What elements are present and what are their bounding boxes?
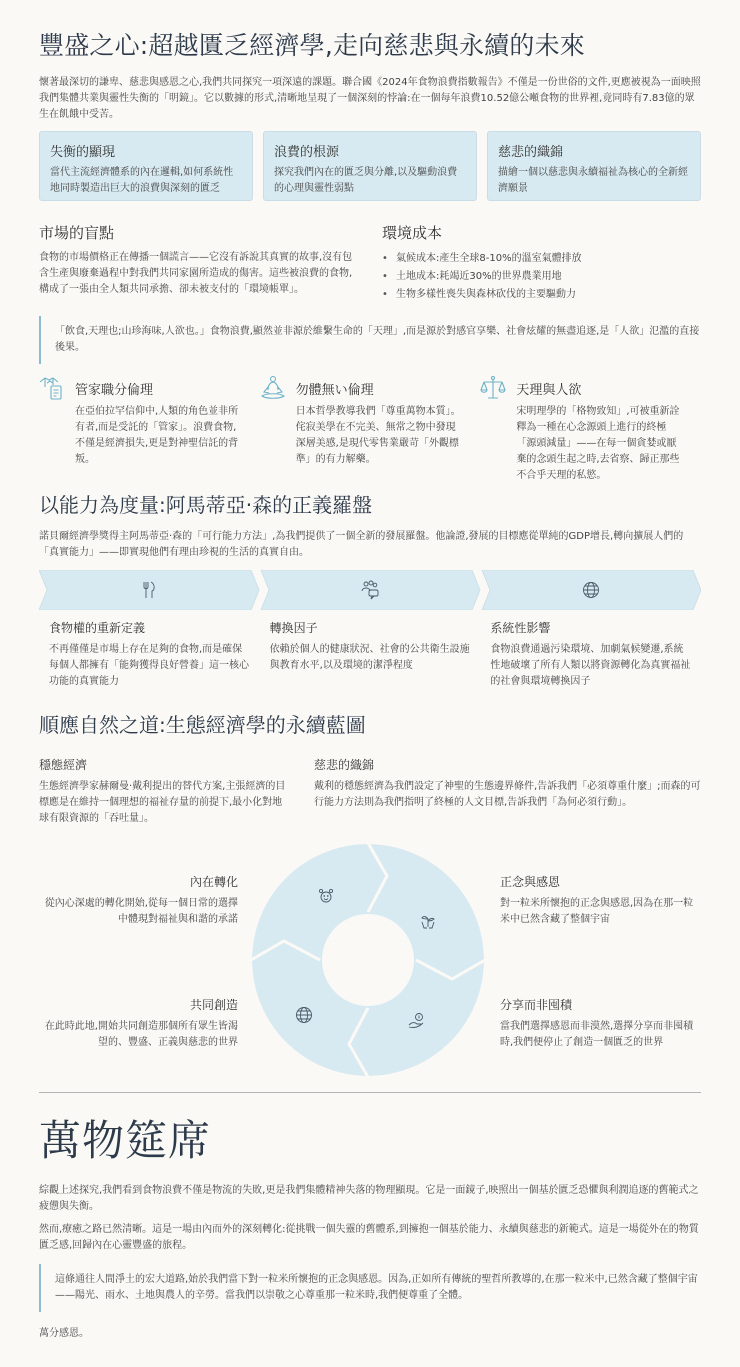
cap-text: 不再僅僅是市場上存在足夠的食物,而是確保每個人都擁有「能夠獲得良好營養」這一核心功能的真實能力 <box>49 644 249 687</box>
theme-cards <box>39 131 701 201</box>
ethic-tianli <box>480 375 701 484</box>
cycle-ring-diagram <box>251 843 485 1077</box>
conclusion-paragraph-1: 綜觀上述探究,我們看到食物浪費不僅是物流的失敗,更是我們集體精神失落的物理顯現。它是一面鏡子,映照出一個基於匱乏恐懼與利潤追逐的舊範式之疲憊與失衡。 <box>39 1185 699 1212</box>
card-title: 浪費的根源 <box>274 145 340 160</box>
handshake-document-icon <box>39 375 65 401</box>
meditation-icon <box>260 375 286 401</box>
cycle-title: 分享而非囤積 <box>500 998 573 1012</box>
conclusion-heading: 萬物筵席 <box>39 1116 212 1165</box>
cycle-text: 從內心深處的轉化開始,從每一個日常的選擇中體現對福祉與和諧的承諾 <box>44 898 238 925</box>
card-text: 描繪一個以慈悲與永續福祉為核心的全新經濟願景 <box>498 167 688 194</box>
intro-paragraph: 懷著最深切的謙卑、慈悲與感恩之心,我們共同探究一項深遠的課題。聯合國《2024年食物浪費指數報告》不僅是一份世俗的文件,更應被視為一面映照我們集體共業與靈性失衡的「明鏡」。它以數據的形式,清晰地呈現了一個深刻的悖論:在一個每年浪費10.52億公噸食物的世界裡,竟同時有7.83億的眾生在飢餓中受苦。 <box>39 77 701 120</box>
cycle-text: 當我們選擇感恩而非漠然,選擇分享而非囤積時,我們便停止了創造一個匱乏的世界 <box>500 1021 694 1048</box>
cap-systemic-impact <box>480 619 701 690</box>
cap-text: 食物浪費通過污染環境、加劇氣候變遷,系統性地破壞了所有人類以將資源轉化為真實福祉的社會與環境轉換因子 <box>490 644 691 687</box>
list-item: • 氣候成本:產生全球8-10%的溫室氣體排放 <box>382 250 702 268</box>
environment-heading: 環境成本 <box>382 224 443 242</box>
market-paragraph: 食物的市場價格正在傳播一個謊言——它沒有訴說其真實的故事,沒有包含生產與廢棄過程中對我們共同家園所造成的傷害。這些被浪費的食物,構成了一張由全人類共同承擔、卻未被支付的「環境帳單」。 <box>39 252 353 295</box>
card-compassion <box>487 131 701 201</box>
ethic-title: 勿體無い倫理 <box>295 383 374 398</box>
chevron-step-1 <box>39 570 259 610</box>
cap-title: 轉換因子 <box>269 621 318 635</box>
cap-title: 食物權的重新定義 <box>49 621 146 635</box>
cycle-mindfulness-gratitude <box>500 873 700 928</box>
ethic-mottainai <box>260 375 481 484</box>
page-title: 豐盛之心:超越匱乏經濟學,走向慈悲與永續的未來 <box>39 31 585 60</box>
card-title: 慈悲的織錦 <box>498 145 564 160</box>
card-text: 探究我們內在的匱乏與分離,以及驅動浪費的心理與靈性弱點 <box>274 167 458 194</box>
cycle-title: 共同創造 <box>189 998 238 1012</box>
environment-list <box>382 250 702 304</box>
card-imbalance <box>39 131 253 201</box>
ethic-text: 日本哲學教導我們「尊重萬物本質」。侘寂美學在不完美、無常之物中發現深層美感,是現代零售業嚴苛「外觀標準」的有力解藥。 <box>295 406 461 465</box>
cycle-text: 對一粒米所懷抱的正念與感恩,因為在那一粒米中已然含藏了整個宇宙 <box>500 898 694 925</box>
card-text: 當代主流經濟體系的內在邏輯,如何系統性地同時製造出巨大的浪費與深刻的匱乏 <box>50 167 234 194</box>
ethic-title: 管家職分倫理 <box>75 383 154 398</box>
quote-tianli: 「飲食,天理也;山珍海味,人欲也。」食物浪費,顯然並非源於維繫生命的「天理」,而是源於對感官享樂、社會炫耀的無盡追逐,是「人欲」氾濫的直接後果。 <box>39 316 701 364</box>
section-divider <box>39 1092 701 1093</box>
cycle-co-creation <box>38 996 238 1051</box>
ecology-heading: 順應自然之道:生態經濟學的永續藍圖 <box>39 713 366 737</box>
cycle-title: 內在轉化 <box>189 875 238 889</box>
ethics-row <box>39 375 701 484</box>
cap-food-right <box>39 619 260 690</box>
list-item: • 土地成本:耗竭近30%的世界農業用地 <box>382 268 702 286</box>
card-title: 失衡的顯現 <box>50 145 116 160</box>
scales-icon <box>480 375 506 401</box>
card-root-cause <box>263 131 477 201</box>
capability-chevron-flow <box>39 570 701 610</box>
capability-paragraph: 諾貝爾經濟學獎得主阿馬蒂亞·森的「可行能力方法」,為我們提供了一個全新的發展羅盤。他論證,發展的目標應從單純的GDP增長,轉向擴展人們的「真實能力」——即實現他們有理由珍視的生活的真實自由。 <box>39 531 684 558</box>
list-item: • 生物多樣性喪失與森林砍伐的主要驅動力 <box>382 286 702 304</box>
ethic-text: 宋明理學的「格物致知」,可被重新詮釋為一種在心念源頭上進行的終極「源頭減量」——在每一個貪婪或厭棄的念頭生起之時,去省察、歸正那些不合乎天理的私慾。 <box>516 406 680 481</box>
compassion-heading: 慈悲的織錦 <box>314 758 375 772</box>
conclusion-quote: 這條通往人間淨土的宏大道路,始於我們當下對一粒米所懷抱的正念與感恩。因為,正如所有傳統的聖哲所教導的,在那一粒米中,已然含藏了整個宇宙——陽光、雨水、土地與農人的辛勞。當我們以崇敬之心尊重那一粒米時,我們便尊重了全體。 <box>39 1264 701 1312</box>
steady-state-heading: 穩態經濟 <box>39 758 88 772</box>
conclusion-paragraph-2: 然而,療癒之路已然清晰。這是一場由內而外的深刻轉化:從挑戰一個失靈的舊體系,到擁抱一個基於能力、永續與慈悲的新範式。這是一場從外在的物質匱乏感,回歸內在心靈豐盛的旅程。 <box>39 1224 699 1251</box>
steady-state-paragraph: 生態經濟學家赫爾曼·戴利提出的替代方案,主張經濟的目標應是在維持一個理想的福祉存量的前提下,最小化對地球有限資源的「吞吐量」。 <box>39 781 286 824</box>
cycle-text: 在此時此地,開始共同創造那個所有眾生皆渴望的、豐盛、正義與慈悲的世界 <box>44 1021 238 1048</box>
cycle-share-not-hoard <box>500 996 700 1051</box>
cycle-title: 正念與感恩 <box>500 875 561 889</box>
market-heading: 市場的盲點 <box>39 224 115 242</box>
cap-title: 系統性影響 <box>490 621 551 635</box>
cap-conversion-factors <box>260 619 481 690</box>
capability-heading: 以能力為度量:阿馬蒂亞·森的正義羅盤 <box>39 493 373 517</box>
cycle-inner-transformation <box>38 873 238 928</box>
ethic-stewardship <box>39 375 260 484</box>
closing-thanks: 萬分感恩。 <box>39 1328 89 1339</box>
capability-steps <box>39 619 701 690</box>
cap-text: 依賴於個人的健康狀況、社會的公共衛生設施與教育水平,以及環境的潔淨程度 <box>269 644 470 671</box>
ethic-title: 天理與人欲 <box>516 383 582 398</box>
compassion-paragraph: 戴利的穩態經濟為我們設定了神聖的生態邊界條件,告訴我們「必須尊重什麼」;而森的可行能力方法則為我們指明了終極的人文目標,告訴我們「為何必須行動」。 <box>314 781 701 808</box>
ethic-text: 在亞伯拉罕信仰中,人類的角色並非所有者,而是受託的「管家」。浪費食物,不僅是經濟損失,更是對神聖信託的背叛。 <box>75 406 239 465</box>
